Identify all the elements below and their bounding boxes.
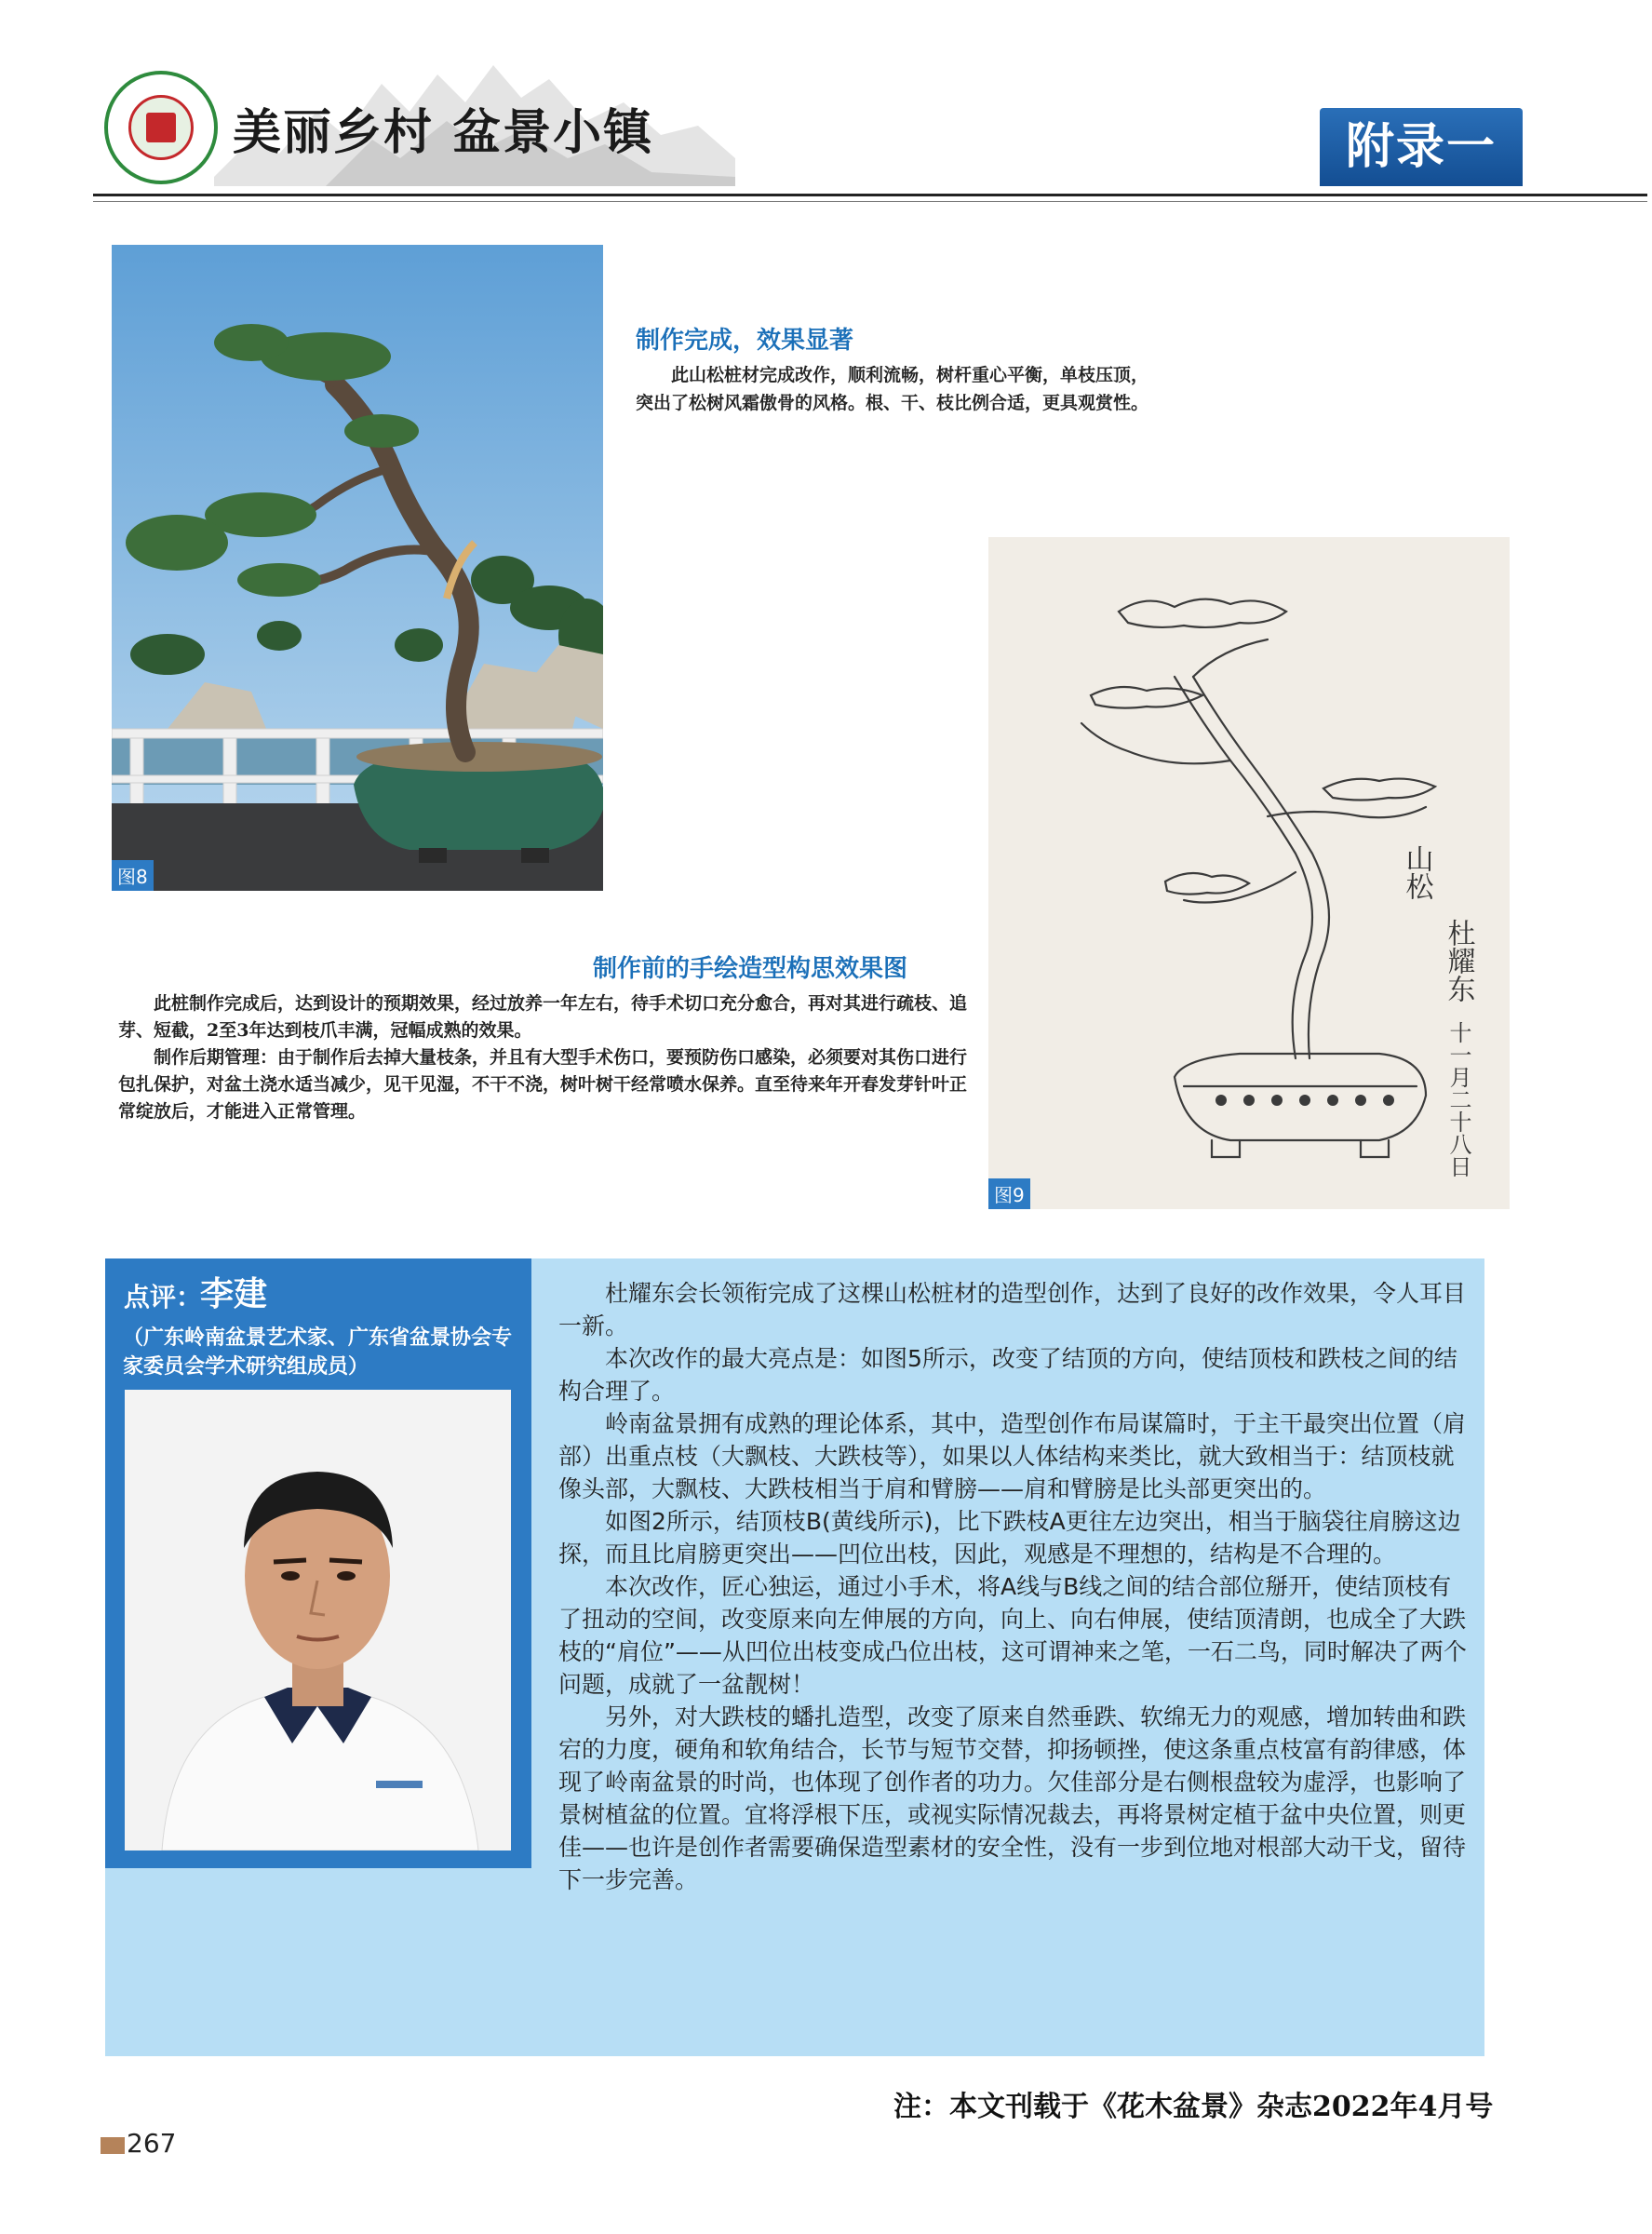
comment-prefix: 点评： [124,1282,203,1312]
header-title: 美丽乡村 盆景小镇 [233,104,654,161]
comment-paragraph: 另外，对大跌枝的蟠扎造型，改变了原来自然垂跌、软绵无力的观感，增加转曲和跌宕的力度，硬角和软角结合，长节与短节交替，抑扬顿挫，使这条重点枝富有韵律感，体现了岭南盆景的时尚，也体现了创作者的功力。欠佳部分是右侧根盘较为虚浮，也影响了景树植盆的位置。宜将浮根下压，或视实际情况裁去，再将景树定植于盆中央位置，则更佳——也许是创作者需要确保造型素材的安全性，没有一步到位地对根部大动干戈，留待下一步完善。 [558,1703,1467,1893]
comment-body [558,1277,1471,1896]
caption-sketch-body [118,990,974,1125]
sketch-handwriting-1: 山松 [1400,844,1433,900]
caption-sketch-paragraph: 制作后期管理：由于制作后去掉大量枝条，并且有大型手术伤口，要预防伤口感染，必须要对其伤口进行包扎保护，对盆土浇水适当减少，见干见湿，不干不浇，树叶树干经常喷水保养。直至待来年开春发芽针叶正常绽放后，才能进入正常管理。 [118,1047,968,1122]
commenter-role: （广东岭南盆景艺术家、广东省盆景协会专家委员会学术研究组成员） [123,1326,513,1379]
caption-after-title: 制作完成，效果显著 [636,327,854,355]
magazine-logo [104,71,218,184]
footer-note: 注：本文刊载于《花木盆景》杂志2022年4月号 [893,2091,1494,2123]
portrait-illustration [125,1390,511,1850]
header-divider [93,194,1647,196]
caption-after-text: 此山松桩材完成改作，顺利流畅，树杆重心平衡，单枝压顶，突出了松树风霜傲骨的风格。根、干、枝比例合适，更具观赏性。 [636,365,1149,413]
hand-drawn-sketch [988,537,1510,1209]
logo-seal-icon [146,113,176,142]
comment-paragraph: 杜耀东会长领衔完成了这棵山松桩材的造型创作，达到了良好的改作效果，令人耳目一新。 [558,1280,1467,1339]
logo-inner-ring [128,95,194,160]
comment-paragraph: 岭南盆景拥有成熟的理论体系，其中，造型创作布局谋篇时，于主干最突出位置（肩部）出重点枝（大飘枝、大跌枝等），如果以人体结构来类比，就大致相当于：结顶枝就像头部，大飘枝、大跌枝相当于肩和臂膀——肩和臂膀是比头部更突出的。 [558,1410,1467,1502]
appendix-tab: 附录一 [1320,108,1523,186]
sketch-drawing [988,537,1510,1209]
sketch-handwriting-3: 十一月二十八日 [1445,1021,1471,1178]
bonsai-photo-illustration [112,245,603,891]
caption-sketch-title: 制作前的手绘造型构思效果图 [593,955,908,983]
figure-8-label: 图8 [112,860,154,891]
caption-sketch-paragraph: 此桩制作完成后，达到设计的预期效果，经过放养一年左右，待手术切口充分愈合，再对其进行疏枝、追芽、短截，2至3年达到枝爪丰满，冠幅成熟的效果。 [118,993,968,1041]
figure-9-label: 图9 [988,1178,1030,1209]
commenter-name: 李建 [200,1274,268,1313]
bonsai-photo [112,245,603,891]
page-number: 267 [127,2128,177,2159]
sketch-handwriting-2: 杜耀东 [1442,919,1475,1003]
comment-paragraph: 本次改作，匠心独运，通过小手术，将A线与B线之间的结合部位掰开，使结顶枝有了扭动的空间，改变原来向左伸展的方向，向上、向右伸展，使结顶清朗，也成全了大跌枝的“肩位”——从凹位出枝变成凸位出枝，这可谓神来之笔，一石二鸟，同时解决了两个问题，成就了一盆靓树！ [558,1573,1467,1698]
caption-after-body [636,361,1157,417]
commenter-portrait [125,1390,511,1850]
comment-paragraph: 本次改作的最大亮点是：如图5所示，改变了结顶的方向，使结顶枝和跌枝之间的结构合理了。 [558,1345,1457,1405]
comment-paragraph: 如图2所示，结顶枝B(黄线所示)，比下跌枝A更往左边突出，相当于脑袋往肩膀这边探，而且比肩膀更突出——凹位出枝，因此，观感是不理想的，结构是不合理的。 [558,1508,1461,1568]
header-divider-thin [93,201,1647,202]
page-number-marker [101,2137,125,2154]
